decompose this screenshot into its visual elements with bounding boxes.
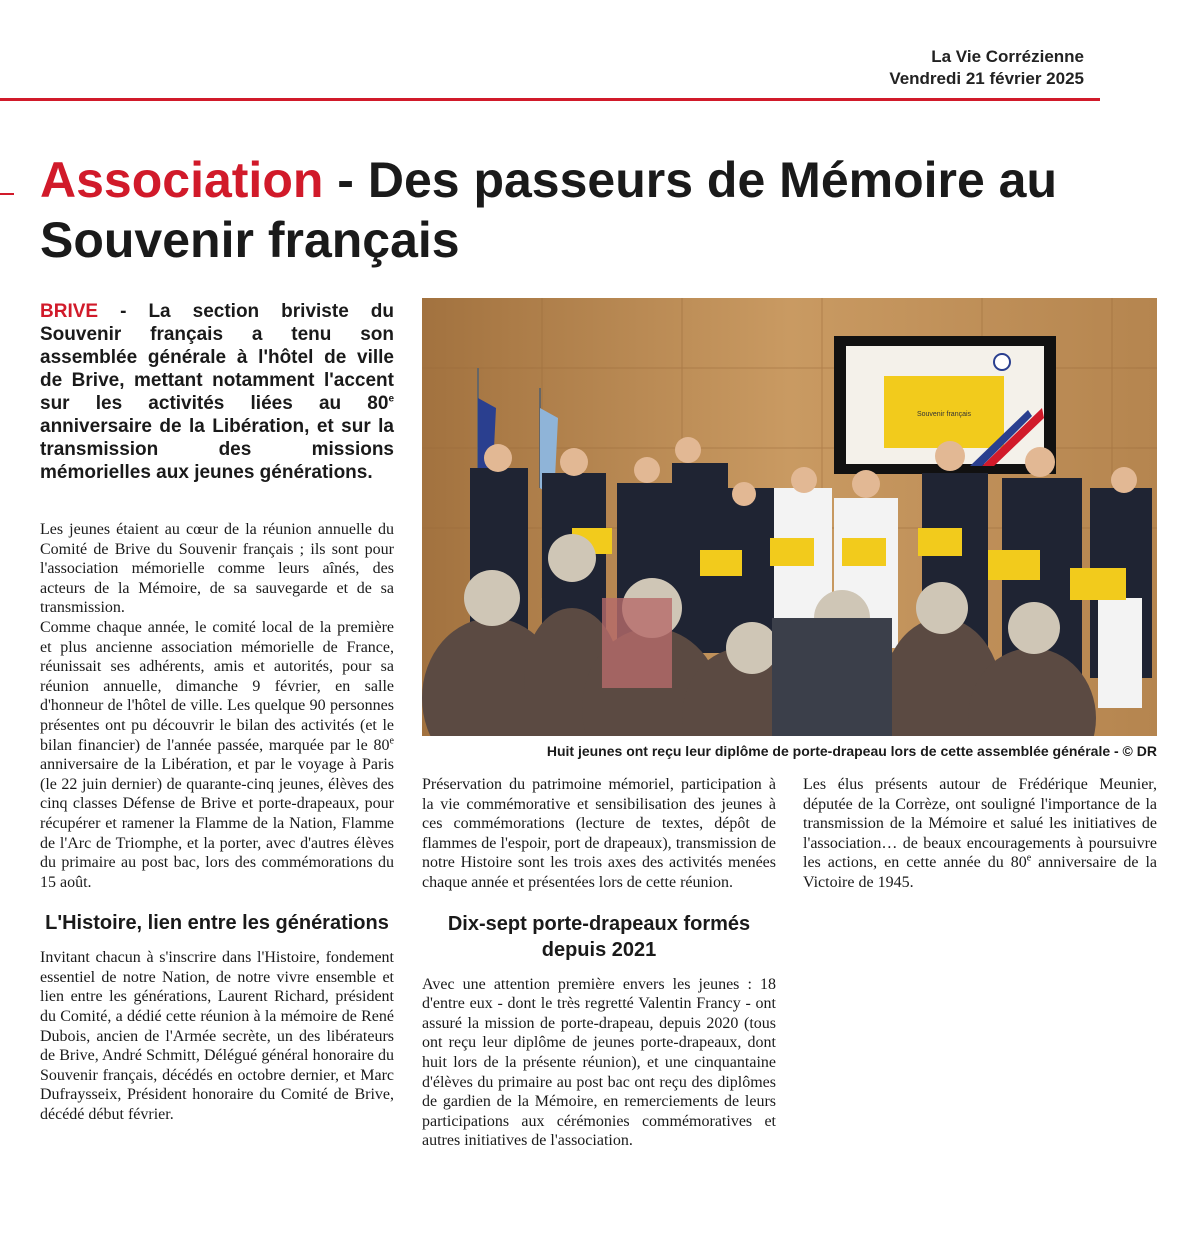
lead-text-1: La section briviste du Souvenir français a tenu son assemblée générale à l'hôtel de ville de Brive, mettant notamment l'accent sur les activités liées au 80 [40, 301, 395, 414]
photo-illustration [422, 298, 1157, 736]
body-paragraph-6-superscript: e [1026, 853, 1032, 865]
body-paragraph-3: Invitant chacun à s'inscrire dans l'Histoire, fondement essentiel de notre Nation, de notre vivre ensemble et lien entre les générations, Laurent Richard, président du Comité, a dédié cette réunion à la mémoire de René Dubois, ancien de l'Armée secrète, un des libérateurs de Brive, André Schmitt, Délégué général honoraire du Souvenir français, décédés en octobre dernier, et Marc Dufraysseix, Président honoraire du Comité de Brive, décédé début février. [40, 949, 394, 1124]
article-lead [40, 300, 394, 484]
body-paragraph-6-text-2: anniversaire de la Victoire de 1945. [803, 854, 1158, 891]
body-paragraph-2-text-1: Comme chaque année, le comité local de la première et plus ancienne association mémorielle de France, réunissait ses adhérents, amis et autorités, pour sa réunion annuelle, dimanche 9 février, en salle d'honneur de l'hôtel de ville. Les quelque 90 personnes présentes ont pu découvrir le bilan des activités (et le bilan financier) de l'année passée, marquée par le 80 [40, 618, 394, 754]
body-paragraph-1: Les jeunes étaient au cœur de la réunion annuelle du Comité de Brive du Souvenir français ; ils sont pour l'association mémorielle comme leurs aînés, des acteurs de la Mémoire, de sa sauvegarde et de sa transmission. [40, 521, 394, 617]
dateline-dash: - [98, 301, 149, 322]
article-column-2 [422, 775, 776, 1151]
lead-text-2: anniversaire de la Libération, et sur la transmission des missions mémorielles aux jeunes générations. [40, 416, 394, 483]
dateline-location: BRIVE [40, 301, 99, 322]
headline-category: Association [40, 152, 324, 208]
body-paragraph-5: Avec une attention première envers les jeunes : 18 d'entre eux - dont le très regretté Valentin Francy - ont assuré la mission de porte-drapeau, depuis 2020 (tous ont reçu leur diplôme de jeunes porte-drapeaux, dont huit lors de la présente réunion), et une cinquantaine d'élèves du primaire au post bac ont reçu des diplômes de gardien de la Mémoire, en remerciements de leurs participations aux cérémonies commémoratives et autres initiatives de l'association. [422, 975, 776, 1150]
body-paragraph-2-superscript: e [389, 735, 394, 747]
screen-text: Souvenir français [916, 411, 972, 418]
masthead [889, 46, 1084, 90]
headline-separator: - [323, 152, 368, 208]
article-headline [40, 150, 1140, 270]
subheading-history: L'Histoire, lien entre les générations [45, 912, 389, 935]
margin-tick [0, 193, 14, 195]
article-photo [422, 298, 1157, 736]
article-column-1 [40, 520, 394, 1125]
article-column-3 [803, 775, 1157, 893]
subheading-flag-bearers: Dix-sept porte-drapeaux formés depuis 2021 [447, 912, 751, 961]
body-paragraph-2 [40, 618, 394, 892]
header-rule [0, 98, 1100, 101]
publication-name: La Vie Corrézienne [931, 47, 1084, 66]
publication-date: Vendredi 21 février 2025 [889, 69, 1084, 88]
body-paragraph-6 [803, 775, 1157, 893]
body-paragraph-6-text-1: Les élus présents autour de Frédérique Meunier, députée de la Corrèze, ont souligné l'importance de la transmission de la Mémoire et salué les initiatives de l'association… de beaux encouragements à poursuivre les actions, en cette année du 80 [803, 776, 1157, 872]
body-paragraph-4: Préservation du patrimoine mémoriel, participation à la vie commémorative et sensibilisation des jeunes à ces commémorations (lecture de textes, dépôt de flammes de l'espoir, port de drapeaux), transmission de notre Histoire sont les trois axes des activités menées chaque année et présentées lors de cette réunion. [422, 776, 776, 891]
headline-title: Des passeurs de Mémoire au Souvenir français [40, 152, 1058, 268]
photo-caption: Huit jeunes ont reçu leur diplôme de porte-drapeau lors de cette assemblée générale - © DR [546, 743, 1157, 759]
body-paragraph-2-text-2: anniversaire de la Libération, et par le voyage à Paris (le 22 juin dernier) de quarante-cinq jeunes, élèves des cinq classes Défense de Brive et porte-drapeaux, pour récupérer et ramener la Flamme de la Nation, Flamme de l'Arc de Triomphe, et la porter, avec d'autres élèves du primaire au post bac, lors des commémorations du 15 août. [40, 756, 394, 891]
lead-superscript: e [388, 393, 394, 405]
